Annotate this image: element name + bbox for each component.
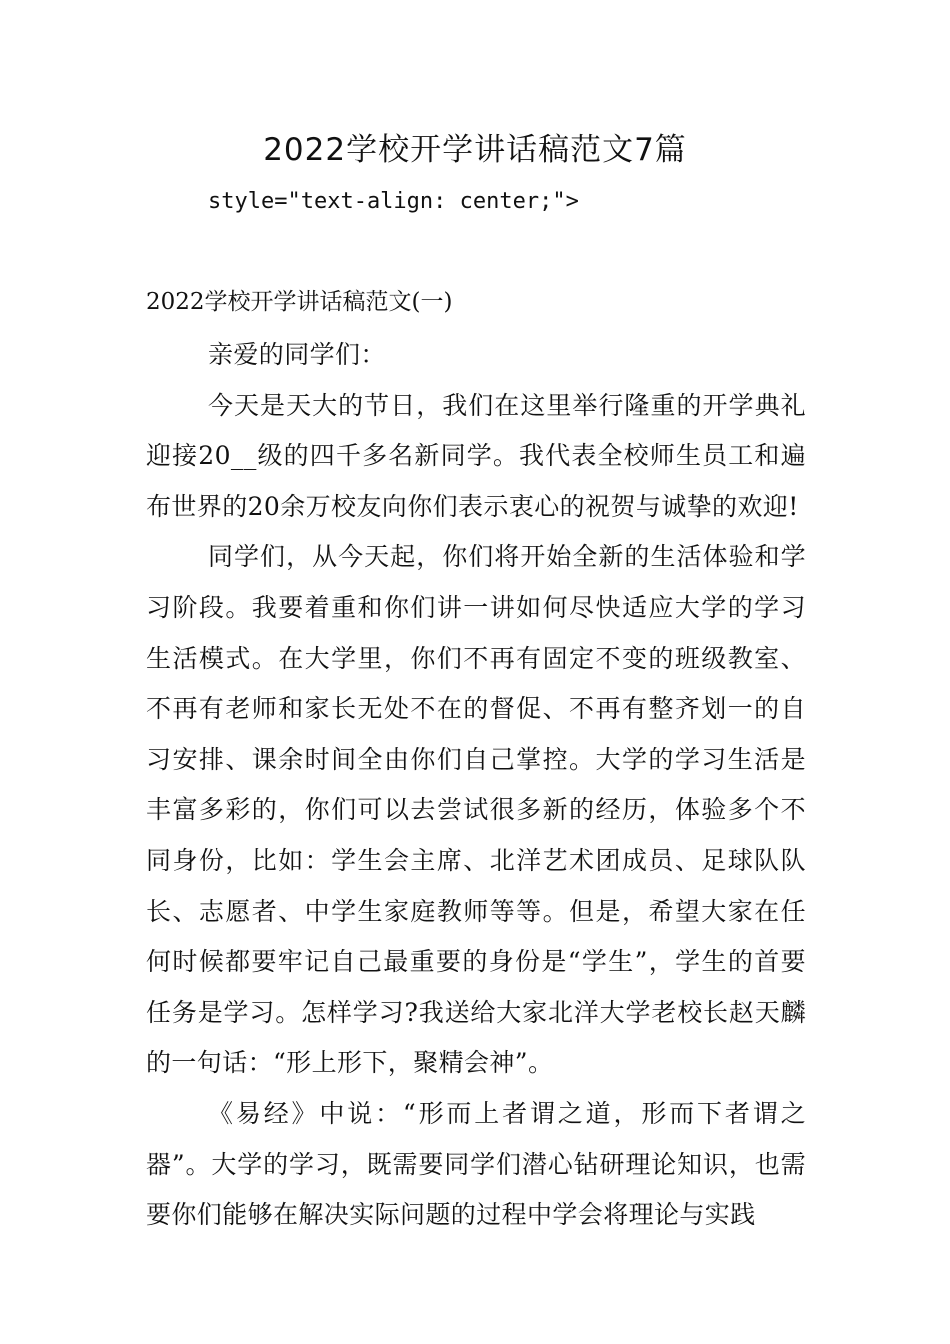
body-paragraph: 今天是天大的节日，我们在这里举行隆重的开学典礼迎接20__级的四千多名新同学。我代表全校师生员工和遍布世界的20余万校友向你们表示衷心的祝贺与诚挚的欢迎! [146, 390, 806, 521]
salutation-paragraph: 亲爱的同学们： [208, 340, 386, 369]
document-title: 2022学校开学讲话稿范文7篇 [263, 132, 687, 168]
body-paragraph: 同学们，从今天起，你们将开始全新的生活体验和学习阶段。我要着重和你们讲一讲如何尽快适应大学的学习生活模式。在大学里，你们不再有固定不变的班级教室、不再有老师和家长无处不在的督促、不再有整齐划一的自习安排、课余时间全由你们自己掌控。大学的学习生活是丰富多彩的，你们可以去尝试很多新的经历，体验多个不同身份，比如：学生会主席、北洋艺术团成员、足球队队长、志愿者、中学生家庭教师等等。但是，希望大家在任何时候都要牢记自己最重要的身份是“学生”，学生的首要任务是学习。怎样学习?我送给大家北洋大学老校长赵天麟的一句话：“形上形下，聚精会神”。 [146, 542, 806, 1078]
body-paragraph: 《易经》中说：“形而上者谓之道，形而下者谓之器”。大学的学习，既需要同学们潜心钻研理论知识，也需要你们能够在解决实际问题的过程中学会将理论与实践 [146, 1098, 806, 1230]
document-body [146, 330, 806, 1241]
section-heading: 2022学校开学讲话稿范文(一) [146, 289, 453, 315]
stray-code-fragment: style="text-align: center;"> [208, 189, 579, 214]
